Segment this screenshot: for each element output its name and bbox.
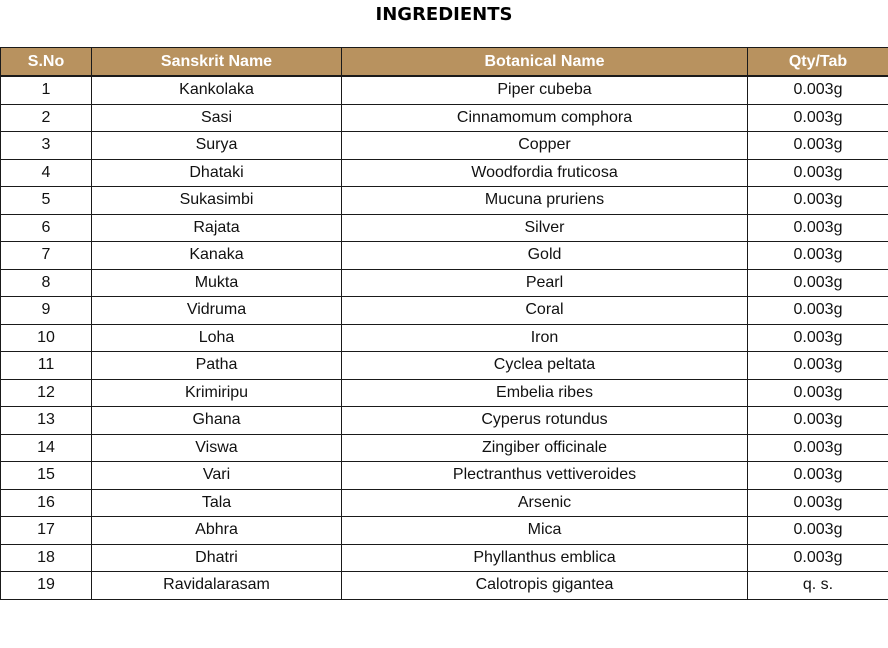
cell-sanskrit-name: Ghana (92, 407, 342, 435)
cell-qty: 0.003g (748, 132, 888, 160)
cell-qty: 0.003g (748, 269, 888, 297)
cell-sanskrit-name: Vidruma (92, 297, 342, 325)
cell-botanical-name: Pearl (342, 269, 748, 297)
cell-sno: 2 (1, 104, 92, 132)
cell-botanical-name: Mica (342, 517, 748, 545)
table-row (1, 269, 888, 297)
cell-sanskrit-name: Loha (92, 324, 342, 352)
cell-botanical-name: Cyclea peltata (342, 352, 748, 380)
cell-sno: 13 (1, 407, 92, 435)
cell-qty: 0.003g (748, 352, 888, 380)
table-row (1, 132, 888, 160)
table-row (1, 544, 888, 572)
cell-sanskrit-name: Kankolaka (92, 76, 342, 104)
cell-qty: 0.003g (748, 462, 888, 490)
cell-botanical-name: Plectranthus vettiveroides (342, 462, 748, 490)
cell-sanskrit-name: Kanaka (92, 242, 342, 270)
cell-botanical-name: Arsenic (342, 489, 748, 517)
cell-qty: 0.003g (748, 104, 888, 132)
cell-sno: 8 (1, 269, 92, 297)
cell-sanskrit-name: Krimiripu (92, 379, 342, 407)
cell-sno: 4 (1, 159, 92, 187)
cell-sanskrit-name: Dhataki (92, 159, 342, 187)
cell-botanical-name: Silver (342, 214, 748, 242)
header-sno: S.No (1, 48, 92, 77)
cell-sanskrit-name: Viswa (92, 434, 342, 462)
header-qty-per-tab: Qty/Tab (748, 48, 888, 77)
table-row (1, 187, 888, 215)
cell-botanical-name: Piper cubeba (342, 76, 748, 104)
ingredients-table (0, 47, 888, 600)
cell-sanskrit-name: Vari (92, 462, 342, 490)
cell-qty: 0.003g (748, 76, 888, 104)
cell-botanical-name: Mucuna pruriens (342, 187, 748, 215)
cell-qty: 0.003g (748, 297, 888, 325)
cell-qty: 0.003g (748, 434, 888, 462)
cell-sanskrit-name: Dhatri (92, 544, 342, 572)
table-row (1, 489, 888, 517)
cell-botanical-name: Calotropis gigantea (342, 572, 748, 600)
cell-qty: 0.003g (748, 159, 888, 187)
cell-sanskrit-name: Mukta (92, 269, 342, 297)
cell-botanical-name: Woodfordia fruticosa (342, 159, 748, 187)
cell-qty: 0.003g (748, 214, 888, 242)
table-row (1, 297, 888, 325)
table-row (1, 379, 888, 407)
cell-botanical-name: Phyllanthus emblica (342, 544, 748, 572)
cell-botanical-name: Gold (342, 242, 748, 270)
cell-botanical-name: Coral (342, 297, 748, 325)
table-row (1, 214, 888, 242)
cell-sno: 3 (1, 132, 92, 160)
cell-qty: 0.003g (748, 242, 888, 270)
cell-sanskrit-name: Sasi (92, 104, 342, 132)
cell-sanskrit-name: Abhra (92, 517, 342, 545)
table-body (1, 76, 888, 599)
table-row (1, 104, 888, 132)
cell-sanskrit-name: Rajata (92, 214, 342, 242)
cell-qty: 0.003g (748, 407, 888, 435)
header-sanskrit-name: Sanskrit Name (92, 48, 342, 77)
page-title: INGREDIENTS (375, 4, 513, 25)
cell-sno: 11 (1, 352, 92, 380)
cell-sanskrit-name: Surya (92, 132, 342, 160)
cell-qty: 0.003g (748, 324, 888, 352)
cell-botanical-name: Iron (342, 324, 748, 352)
cell-sno: 14 (1, 434, 92, 462)
cell-sno: 12 (1, 379, 92, 407)
cell-qty: 0.003g (748, 379, 888, 407)
cell-botanical-name: Cinnamomum comphora (342, 104, 748, 132)
cell-sanskrit-name: Ravidalarasam (92, 572, 342, 600)
cell-sno: 1 (1, 76, 92, 104)
cell-sno: 17 (1, 517, 92, 545)
cell-sno: 6 (1, 214, 92, 242)
table-row (1, 434, 888, 462)
cell-sanskrit-name: Patha (92, 352, 342, 380)
cell-sno: 9 (1, 297, 92, 325)
cell-botanical-name: Cyperus rotundus (342, 407, 748, 435)
cell-qty: 0.003g (748, 544, 888, 572)
cell-qty: 0.003g (748, 187, 888, 215)
cell-sanskrit-name: Tala (92, 489, 342, 517)
table-row (1, 407, 888, 435)
table-row (1, 76, 888, 104)
header-row (1, 48, 888, 77)
cell-qty: 0.003g (748, 489, 888, 517)
header-botanical-name: Botanical Name (342, 48, 748, 77)
cell-sno: 5 (1, 187, 92, 215)
table-row (1, 324, 888, 352)
cell-sno: 16 (1, 489, 92, 517)
table-row (1, 462, 888, 490)
table-row (1, 352, 888, 380)
cell-sanskrit-name: Sukasimbi (92, 187, 342, 215)
cell-sno: 10 (1, 324, 92, 352)
cell-sno: 18 (1, 544, 92, 572)
cell-sno: 7 (1, 242, 92, 270)
cell-qty: 0.003g (748, 517, 888, 545)
cell-botanical-name: Copper (342, 132, 748, 160)
table-header (1, 48, 888, 77)
table-row (1, 572, 888, 600)
table-row (1, 242, 888, 270)
cell-botanical-name: Zingiber officinale (342, 434, 748, 462)
cell-qty: q. s. (748, 572, 888, 600)
cell-botanical-name: Embelia ribes (342, 379, 748, 407)
cell-sno: 19 (1, 572, 92, 600)
table-row (1, 159, 888, 187)
table-row (1, 517, 888, 545)
cell-sno: 15 (1, 462, 92, 490)
